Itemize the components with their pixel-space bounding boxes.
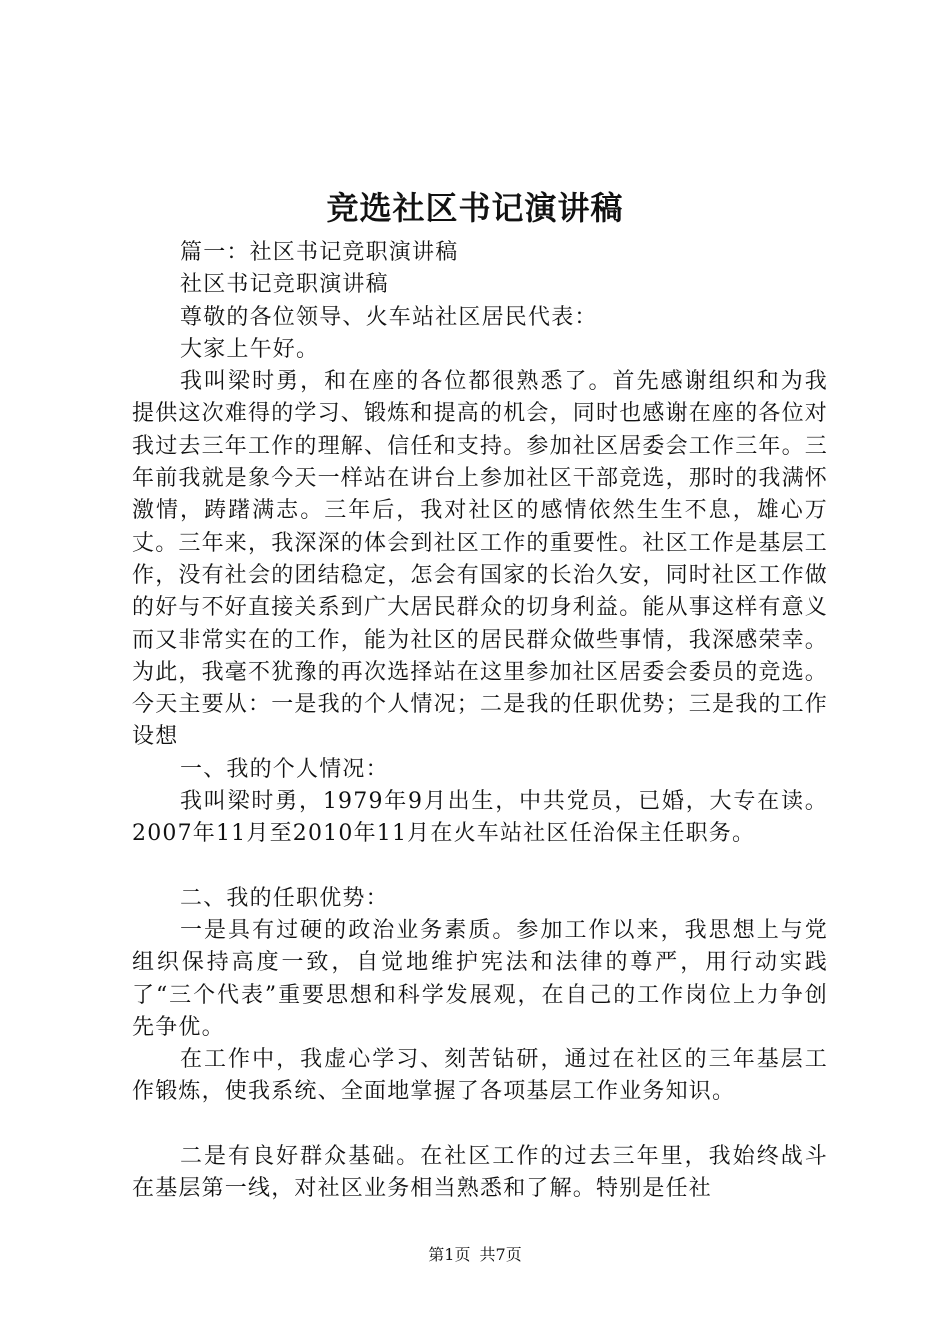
paragraph: 一、我的个人情况：: [180, 756, 389, 782]
paragraph: 二、我的任职优势：: [180, 885, 389, 911]
paragraph: 二是有良好群众基础。在社区工作的过去三年里，我始终战斗在基层第一线，对社区业务相当熟悉和了解。特别是任社: [132, 1143, 828, 1202]
document-title: 竞选社区书记演讲稿: [326, 189, 624, 227]
page-number: 第1页: [428, 1245, 471, 1264]
paragraph: 一是具有过硬的政治业务素质。参加工作以来，我思想上与党组织保持高度一致，自觉地维护宪法和法律的尊严，用行动实践了“三个代表”重要思想和科学发展观，在自己的工作岗位上力争创先争优。: [132, 917, 828, 1040]
paragraph: 篇一：社区书记竞职演讲稿: [180, 240, 459, 265]
paragraph: 尊敬的各位领导、火车站社区居民代表：: [180, 304, 598, 330]
paragraph: 社区书记竞职演讲稿: [180, 272, 389, 298]
page-footer: [0, 1244, 950, 1266]
document-body: [132, 237, 828, 1205]
paragraph: 我叫梁时勇，和在座的各位都很熟悉了。首先感谢组织和为我提供这次难得的学习、锻炼和提高的机会，同时也感谢在座的各位对我过去三年工作的理解、信任和支持。参加社区居委会工作三年。三年前我就是象今天一样站在讲台上参加社区干部竞选，那时的我满怀激情，踌躇满志。三年后，我对社区的感情依然生生不息，雄心万丈。三年来，我深深的体会到社区工作的重要性。社区工作是基层工作，没有社会的团结稳定，怎会有国家的长治久安，同时社区工作做的好与不好直接关系到广大居民群众的切身利益。能从事这样有意义而又非常实在的工作，能为社区的居民群众做些事情，我深感荣幸。为此，我毫不犹豫的再次选择站在这里参加社区居委会委员的竞选。今天主要从：一是我的个人情况；二是我的任职优势；三是我的工作设想: [132, 369, 829, 750]
paragraph: 在工作中，我虚心学习、刻苦钻研，通过在社区的三年基层工作锻炼，使我系统、全面地掌握了各项基层工作业务知识。: [132, 1047, 828, 1105]
paragraph: 我叫梁时勇，1979年9月出生，中共党员，已婚，大专在读。2007年11月至2010年11月在火车站社区任治保主任职务。: [132, 789, 828, 847]
paragraph: 大家上午好。: [180, 336, 320, 362]
page-total: 共7页: [479, 1245, 522, 1264]
